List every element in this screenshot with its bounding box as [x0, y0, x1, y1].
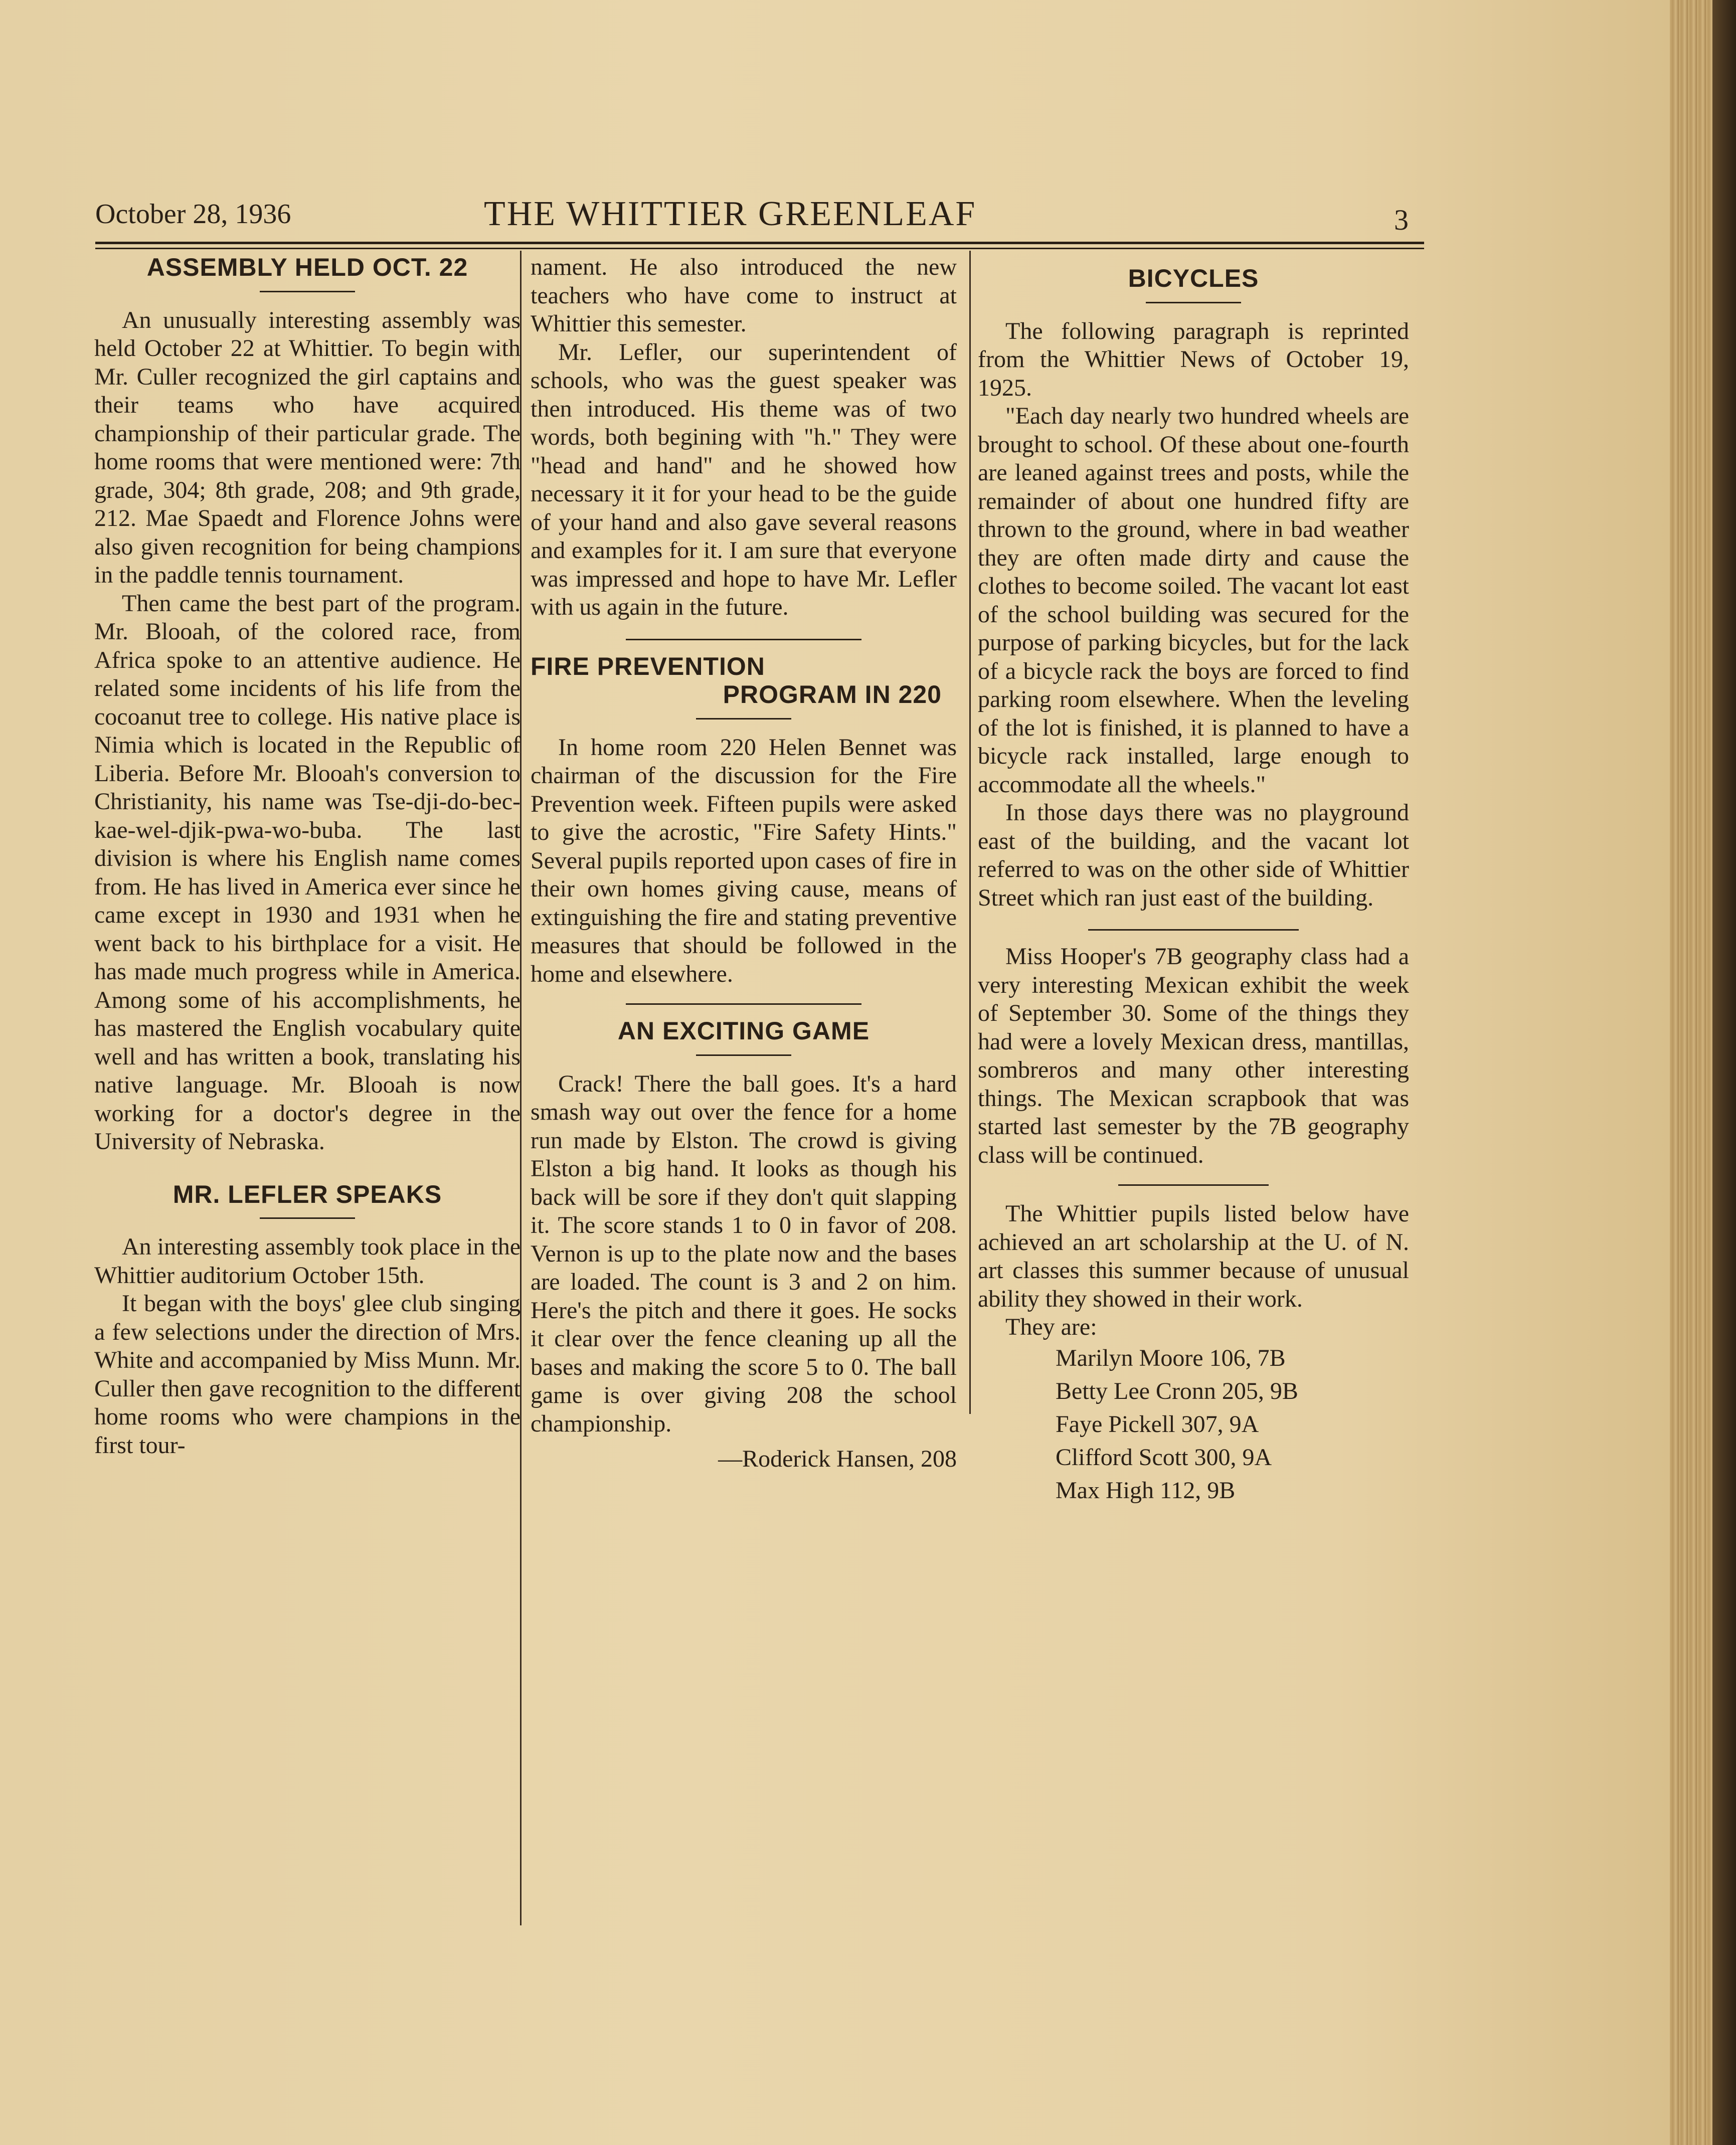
article-paragraph: nament. He also introduced the new teachers who have come to instruct at Whittier this semester. — [531, 254, 957, 337]
headline-fire-line1: FIRE PREVENTION — [531, 652, 765, 680]
column-middle — [531, 253, 957, 1958]
list-item: Marilyn Moore 106, 7B — [1056, 1344, 1286, 1371]
newspaper-title: THE WHITTIER GREENLEAF — [484, 195, 977, 233]
list-item: Faye Pickell 307, 9A — [1056, 1410, 1259, 1438]
headline-separator — [260, 291, 355, 292]
issue-date: October 28, 1936 — [95, 199, 291, 230]
article-paragraph: In those days there was no playground east of the building, and the vacant lot referred to was on the other side of Whittier Street which ran just east of the building. — [978, 799, 1409, 911]
author-byline: —Roderick Hansen, 208 — [718, 1446, 957, 1472]
article-separator — [1118, 1184, 1269, 1186]
headline-separator — [260, 1217, 355, 1219]
book-binding — [1712, 0, 1736, 2145]
article-paragraph: In home room 220 Helen Bennet was chairman of the discussion for the Fire Prevention week. Fifteen pupils were asked to give the acrostic, "Fire Safety Hints." Several pupils reported upon cases of fire in their own homes giving cause, means of extinguishing the fire and stating preventive measures that should be followed in the home and elsewhere. — [531, 734, 957, 987]
article-separator — [626, 1003, 861, 1005]
column-left — [94, 253, 520, 1958]
page-number: 3 — [1394, 204, 1409, 236]
article-paragraph: Miss Hooper's 7B geography class had a very interesting Mexican exhibit the week of September 30. Some of the things they had were a lovely Mexican dress, mantillas, sombreros and many other interesting things. The Mexican scrapbook that was started last semester by the 7B geography class will be continued. — [978, 943, 1409, 1168]
headline-separator — [696, 718, 791, 720]
masthead — [95, 195, 1424, 238]
headline-fire-line2: PROGRAM IN 220 — [723, 680, 942, 708]
article-paragraph: "Each day nearly two hundred wheels are brought to school. Of these about one-fourth are leaned against trees and posts, while the remainder of about one hundred fifty are thrown to the ground, where in bad weather they are often made dirty and cause the clothes to become soiled. The vacant lot east of the school building was secured for the purpose of parking bicycles, but for the lack of a bicycle rack the boys are forced to find parking room elsewhere. When the leveling of the lot is finished, it is planned to have a bicycle rack installed, large enough to accommodate all the wheels." — [978, 403, 1409, 798]
list-item: Betty Lee Cronn 205, 9B — [1056, 1377, 1298, 1404]
column-right — [978, 253, 1409, 1958]
article-paragraph: The Whittier pupils listed below have achieved an art scholarship at the U. of N. art classes this summer because of unusual ability they showed in their work. — [978, 1200, 1409, 1312]
headline-bicycles: BICYCLES — [1128, 264, 1259, 292]
column-divider-right — [969, 251, 971, 1414]
article-separator — [626, 639, 861, 640]
header-rule — [95, 242, 1424, 244]
scholarship-list — [978, 1342, 1409, 1507]
article-paragraph: An interesting assembly took place in the Whittier auditorium October 15th. — [94, 1233, 520, 1289]
article-paragraph: Mr. Lefler, our superintendent of schools, who was the guest speaker was then introduced. His theme was of two words, both begining with "h." They were "head and hand" and he showed how necessary it it for your head to be the guide of your hand and also gave several reasons and examples for it. I am sure that everyone was impressed and hope to have Mr. Lefler with us again in the future. — [531, 338, 957, 620]
article-paragraph: Crack! There the ball goes. It's a hard smash way out over the fence for a home run made by Elston. The crowd is giving Elston a big hand. It looks as though his back will be sore if they don't quit slapping it. The score stands 1 to 0 in favor of 208. Vernon is up to the plate now and the bases are loaded. The count is 3 and 2 on him. Here's the pitch and there it goes. He socks it clear over the fence cleaning up all the bases and making the score 5 to 0. The ball game is over giving 208 the school championship. — [531, 1070, 957, 1437]
article-paragraph: An unusually interesting assembly was held October 22 at Whittier. To begin with Mr. Culler recognized the girl captains and their teams who have acquired championship of their particular grade. The home rooms that were mentioned were: 7th grade, 304; 8th grade, 208; and 9th grade, 212. Mae Spaedt and Florence Johns were also given recognition for being champions in the paddle tennis tournament. — [94, 306, 520, 588]
list-item: Max High 112, 9B — [1056, 1477, 1236, 1504]
list-item: Clifford Scott 300, 9A — [1056, 1444, 1272, 1471]
headline-separator — [696, 1054, 791, 1056]
article-paragraph: The following paragraph is reprinted from the Whittier News of October 19, 1925. — [978, 317, 1409, 401]
headline-assembly: ASSEMBLY HELD OCT. 22 — [146, 253, 468, 281]
headline-game: AN EXCITING GAME — [617, 1017, 870, 1045]
article-paragraph: Then came the best part of the program. Mr. Blooah, of the colored race, from Africa spoke to an attentive audience. He related some incidents of his life from the cocoanut tree to college. His native place is Nimia which is located in the Republic of Liberia. Before Mr. Blooah's conversion to Christianity, his name was Tse-dji-do-bec-kae-wel-djik-pwa-wo-buba. The last division is where his English name comes from. He has lived in America ever since he came except in 1930 and 1931 when he went back to his birthplace for a visit. He has made much progress while in America. Among some of his accomplishments, he has mastered the English vocabulary quite well and has written a book, translating his native language. Mr. Blooah is now working for a doctor's degree in the University of Nebraska. — [94, 590, 520, 1155]
article-paragraph: It began with the boys' glee club singing a few selections under the direction of Mrs. White and accompanied by Miss Munn. Mr. Culler then gave recognition to the different home rooms who were champions in the first tour- — [94, 1290, 520, 1459]
headline-separator — [1146, 302, 1241, 303]
article-paragraph: They are: — [1005, 1314, 1097, 1340]
article-separator — [1088, 929, 1299, 931]
header-rule-thin — [95, 248, 1424, 249]
headline-lefler: MR. LEFLER SPEAKS — [172, 1180, 442, 1208]
